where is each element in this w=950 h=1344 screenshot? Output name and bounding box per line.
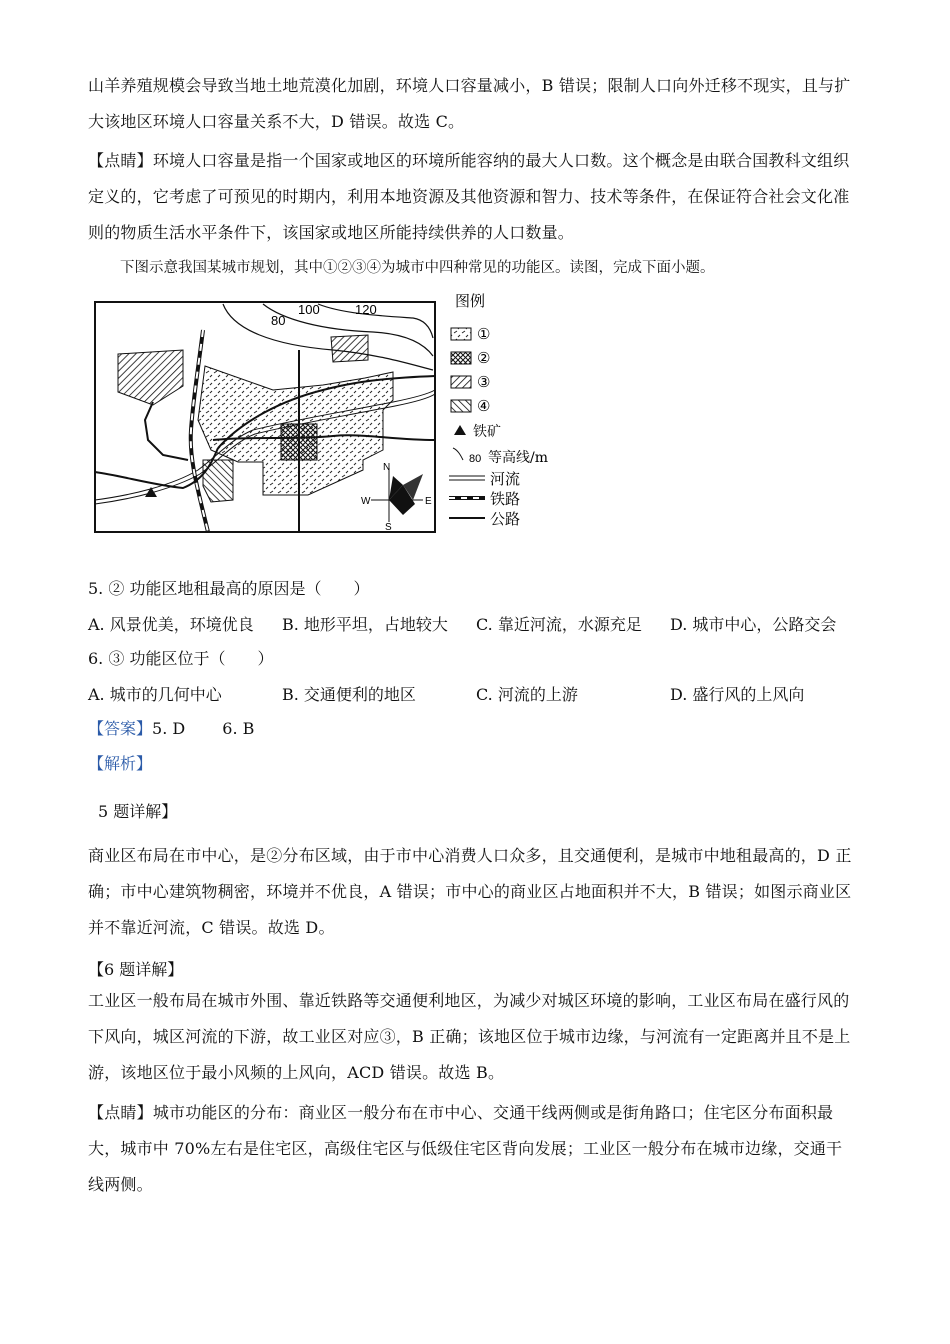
compass-n: N [383,462,391,473]
zone-4 [203,460,233,502]
answer-line [88,716,254,739]
legend-swatch-2 [451,352,471,364]
detail-6-text: 工业区一般布局在城市外围、靠近铁路等交通便利地区，为减少对城区环境的影响，工业区布局在盛行风的下风向，城区河流的下游，故工业区对应③，B 正确；该地区位于城市边缘，与河流有一定距离并且不是上游，该地区位于最小风频的上风向，ACD 错误。故选 B。 [88,991,851,1082]
dianjing-paragraph-2 [88,1095,858,1203]
question-intro: 下图示意我国某城市规划，其中①②③④为城市中四种常见的功能区。读图，完成下面小题。 [120,260,715,276]
legend-label-1: ① [477,325,491,343]
legend-river-icon [449,476,485,480]
dianjing-paragraph-1 [88,143,858,251]
legend-label-road: 公路 [490,510,521,528]
top-paragraph: 山羊养殖规模会导致当地土地荒漠化加剧，环境人口容量减小，B 错误；限制人口向外迁移不现实，且与扩大该地区环境人口容量关系不大，D 错误。故选 C。 [88,76,851,131]
legend-label-contour: 等高线/m [488,450,548,466]
answer-text: 5. D 6. B [152,719,255,738]
city-plan-map [93,290,548,536]
legend-iron-mine-icon [454,425,466,435]
question-6-options [88,682,868,705]
contour-label-100: 100 [298,302,320,317]
detail-5-heading: 5 题详解】 [98,802,178,821]
legend-label-4: ④ [477,397,491,415]
legend-label-railway: 铁路 [490,490,521,508]
compass-e: E [425,496,432,507]
legend-label-3: ③ [477,373,491,391]
dianjing2-label: 【点睛】 [88,1103,153,1122]
legend-label-2: ② [477,349,491,367]
answer-label: 【答案】 [88,719,153,738]
legend-swatch-1 [451,328,471,340]
q5-option-b: B. 地形平坦，占地较大 [282,615,448,634]
contour-label-80: 80 [271,313,286,328]
q6-option-a: A. 城市的几何中心 [88,685,222,704]
analysis-label: 【解析】 [88,754,153,773]
legend-contour-icon [453,448,463,460]
q5-option-a: A. 风景优美，环境优良 [88,615,254,634]
detail-6-heading: 【6 题详解】 [88,960,184,979]
legend-title: 图例 [455,292,486,310]
q5-option-c: C. 靠近河流，水源充足 [476,615,642,634]
contour-label-120: 120 [355,302,377,317]
dianjing2-text: 城市功能区的分布：商业区一般分布在市中心、交通干线两侧或是街角路口；住宅区分布面积最大，城市中 70%左右是住宅区，高级住宅区与低级住宅区背向发展；工业区一般分布在城市边缘，交通干线两侧。 [88,1103,843,1194]
legend-contour-value: 80 [469,453,482,465]
q5-option-d: D. 城市中心，公路交会 [670,615,837,634]
dianjing-label: 【点睛】 [88,151,153,170]
dianjing-text: 环境人口容量是指一个国家或地区的环境所能容纳的最大人口数。这个概念是由联合国教科文组织定义的，它考虑了可预见的时期内，利用本地资源及其他资源和智力、技术等条件，在保证符合社会文化准则的物质生活水平条件下，该国家或地区所能持续供养的人口数量。 [88,151,850,242]
legend-label-iron-mine: 铁矿 [473,424,501,440]
question-5-options [88,612,868,635]
q6-option-d: D. 盛行风的上风向 [670,685,805,704]
legend-swatch-3 [451,376,471,388]
compass-s: S [385,522,392,533]
question-6-stem: 6. ③ 功能区位于（ ） [88,649,274,668]
q6-option-c: C. 河流的上游 [476,685,578,704]
legend-swatch-4 [451,400,471,412]
compass-w: W [361,496,371,507]
q6-option-b: B. 交通便利的地区 [282,685,416,704]
detail-5-text: 商业区布局在市中心，是②分布区域，由于市中心消费人口众多，且交通便利，是城市中地租最高的，D 正确；市中心建筑物稠密，环境并不优良，A 错误；市中心的商业区占地面积并不大，B 错误；如图示商业区并不靠近河流，C 错误。故选 D。 [88,846,852,937]
question-5-stem: 5. ② 功能区地租最高的原因是（ ） [88,579,370,598]
legend-label-river: 河流 [490,470,521,488]
map-legend [449,292,548,528]
zone-3-industrial-north [331,335,368,362]
